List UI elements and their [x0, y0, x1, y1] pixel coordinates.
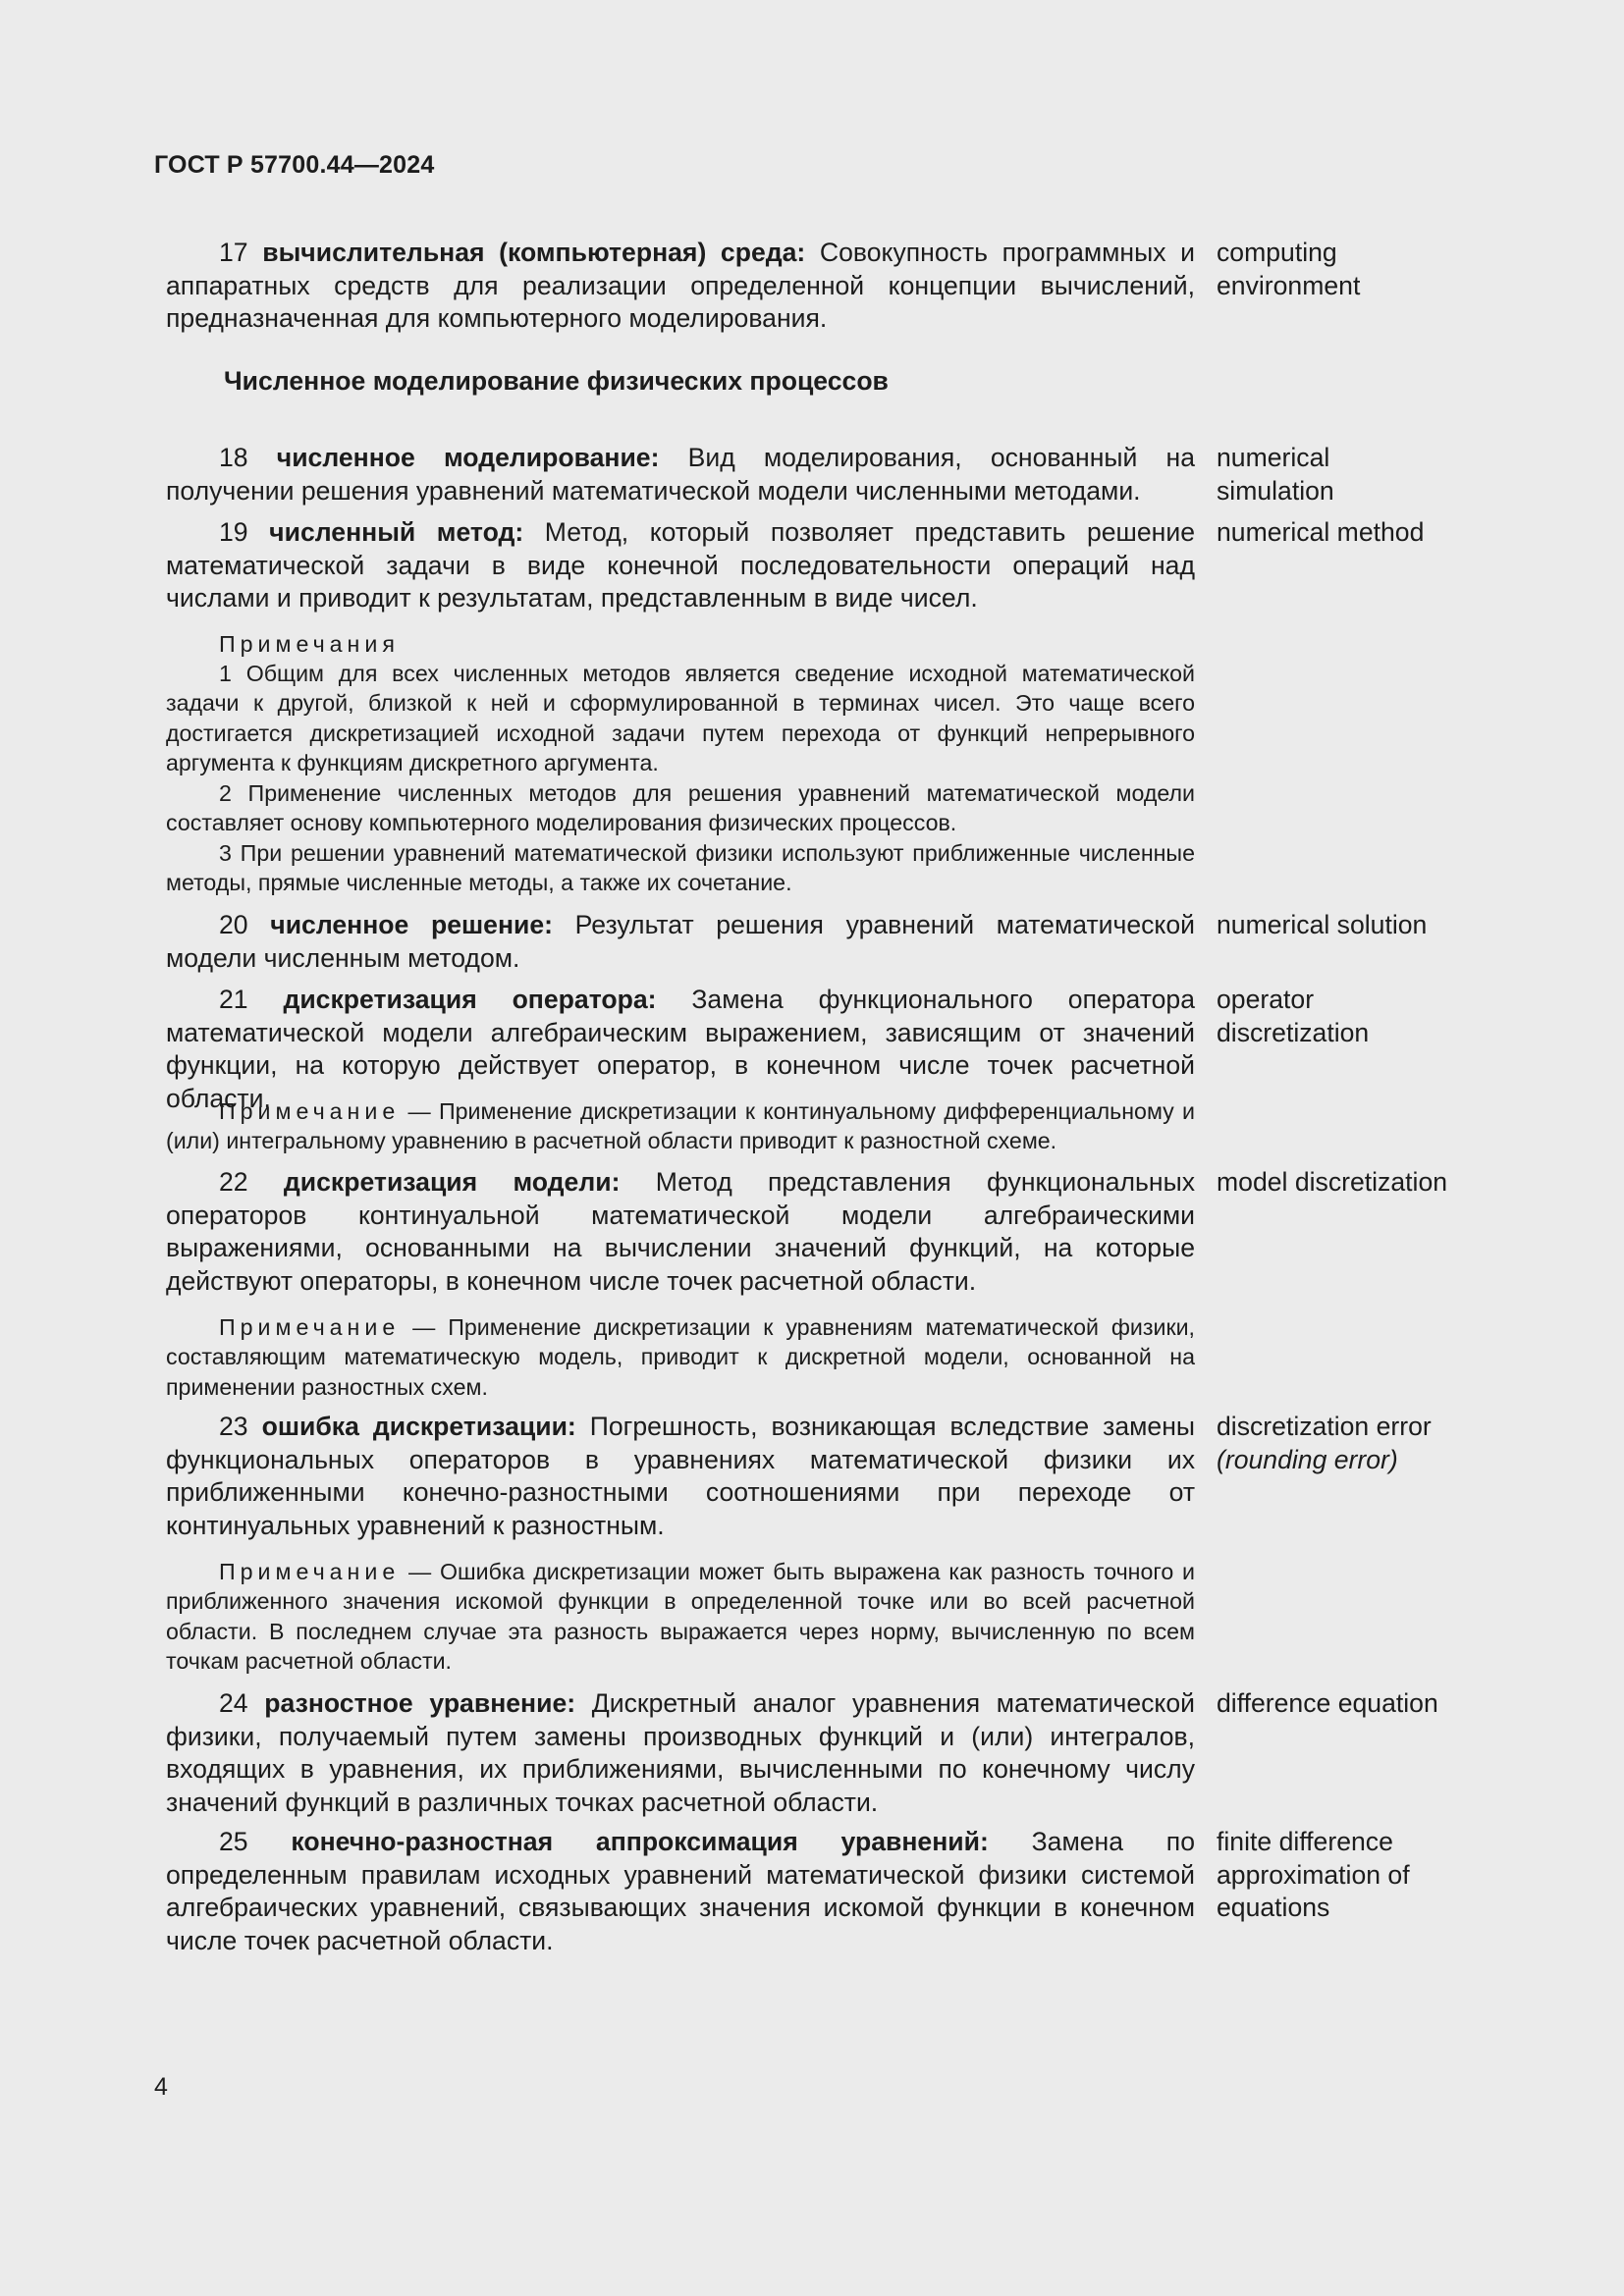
term-19-title: численный метод:	[269, 517, 524, 547]
term-21-english: operator discretization	[1217, 985, 1370, 1047]
term-22-title: дискретизация модели:	[283, 1167, 621, 1197]
term-23-definition: 23 ошибка дискретизации: Погрешность, возникающая вследствие замены функциональных операторов в уравнениях математической физики их приближенными конечно-разностными соотношениями при переходе от континуальных уравнений к разностным.	[166, 1412, 1195, 1540]
term-19-notes-label: Примечания	[219, 631, 400, 657]
term-22-definition: 22 дискретизация модели: Метод представления функциональных операторов континуальной математической модели алгебраическими выражениями, основанными на вычислении значений функций, на которые действуют операторы, в конечном числе точек расчетной области.	[166, 1167, 1195, 1296]
term-24-title: разностное уравнение:	[264, 1688, 576, 1718]
term-21-note: Примечание — Применение дискретизации к континуальному дифференциальному и (или) интегральному уравнению в расчетной области приводит к разностной схеме.	[166, 1098, 1195, 1154]
term-19-note-3: 3 При решении уравнений математической физики используют приближенные численные методы, прямые численные методы, а также их сочетание.	[166, 840, 1195, 896]
term-22-note: Примечание — Применение дискретизации к уравнениям математической физики, составляющим математическую модель, приводит к дискретной модели, основанной на применении разностных схем.	[166, 1314, 1195, 1400]
term-19-note-2: 2 Применение численных методов для решения уравнений математической модели составляет основу компьютерного моделирования физических процессов.	[166, 780, 1195, 836]
term-17-definition: 17 вычислительная (компьютерная) среда: Совокупность программных и аппаратных средств для реализации определенной концепции вычислений, предназначенная для компьютерного моделирования.	[166, 238, 1196, 333]
term-25-definition: 25 конечно-разностная аппроксимация уравнений: Замена по определенным правилам исходных уравнений математической физики системой алгебраических уравнений, связывающих значения искомой функции в конечном числе точек расчетной области.	[166, 1827, 1195, 1955]
term-18-english: numerical simulation	[1217, 443, 1334, 506]
term-19-note-1: 1 Общим для всех численных методов является сведение исходной математической задачи к другой, близкой к ней и сформулированной в терминах чисел. Это чаще всего достигается дискретизацией исходной задачи путем перехода от функций непрерывного аргумента к функциям дискретного аргумента.	[166, 661, 1195, 775]
term-17-english: computing environment	[1217, 238, 1361, 300]
term-17-title: вычислительная (компьютерная) среда:	[262, 238, 806, 267]
term-24-english: difference equation	[1217, 1688, 1438, 1718]
term-19-definition: 19 численный метод: Метод, который позволяет представить решение математической задачи в виде конечной последовательности операций над числами и приводит к результатам, представленным в виде чисел.	[166, 517, 1195, 613]
term-23-note: Примечание — Ошибка дискретизации может быть выражена как разность точного и приближенного значения искомой функции в определенной точке или во всей расчетной области. В последнем случае эта разность выражается через норму, вычисленную по всем точкам расчетной области.	[166, 1559, 1195, 1674]
term-22-english: model discretization	[1217, 1167, 1448, 1197]
term-24-definition: 24 разностное уравнение: Дискретный аналог уравнения математической физики, получаемый путем замены производных функций и (или) интегралов, входящих в уравнения, их приближениями, вычисленными по конечному числу значений функций в различных точках расчетной области.	[166, 1688, 1195, 1817]
page-number: 4	[154, 2073, 168, 2101]
term-23-title: ошибка дискретизации:	[261, 1412, 576, 1441]
term-21-definition: 21 дискретизация оператора: Замена функционального оператора математической модели алгебраическим выражением, зависящим от значений функции, на которую действует оператор, в конечном числе точек расчетной области.	[166, 985, 1196, 1113]
term-20-title: численное решение:	[270, 910, 554, 939]
document-header: ГОСТ Р 57700.44—2024	[154, 151, 435, 179]
term-23-english-alt: (rounding error)	[1217, 1444, 1398, 1474]
term-23-english: discretization error (rounding error)	[1217, 1412, 1432, 1474]
term-21-title: дискретизация оператора:	[283, 985, 657, 1014]
term-25-title: конечно-разностная аппроксимация уравнений:	[291, 1827, 989, 1856]
term-18-title: численное моделирование:	[276, 443, 660, 472]
term-25-english: finite difference approximation of equations	[1217, 1827, 1410, 1922]
term-19-english: numerical method	[1217, 517, 1425, 547]
term-20-english: numerical solution	[1217, 910, 1428, 939]
section-title: Численное моделирование физических процессов	[224, 366, 889, 396]
term-18-definition: 18 численное моделирование: Вид моделирования, основанный на получении решения уравнений математической модели численными методами.	[166, 443, 1195, 506]
term-20-definition: 20 численное решение: Результат решения уравнений математической модели численным методом.	[166, 910, 1196, 973]
